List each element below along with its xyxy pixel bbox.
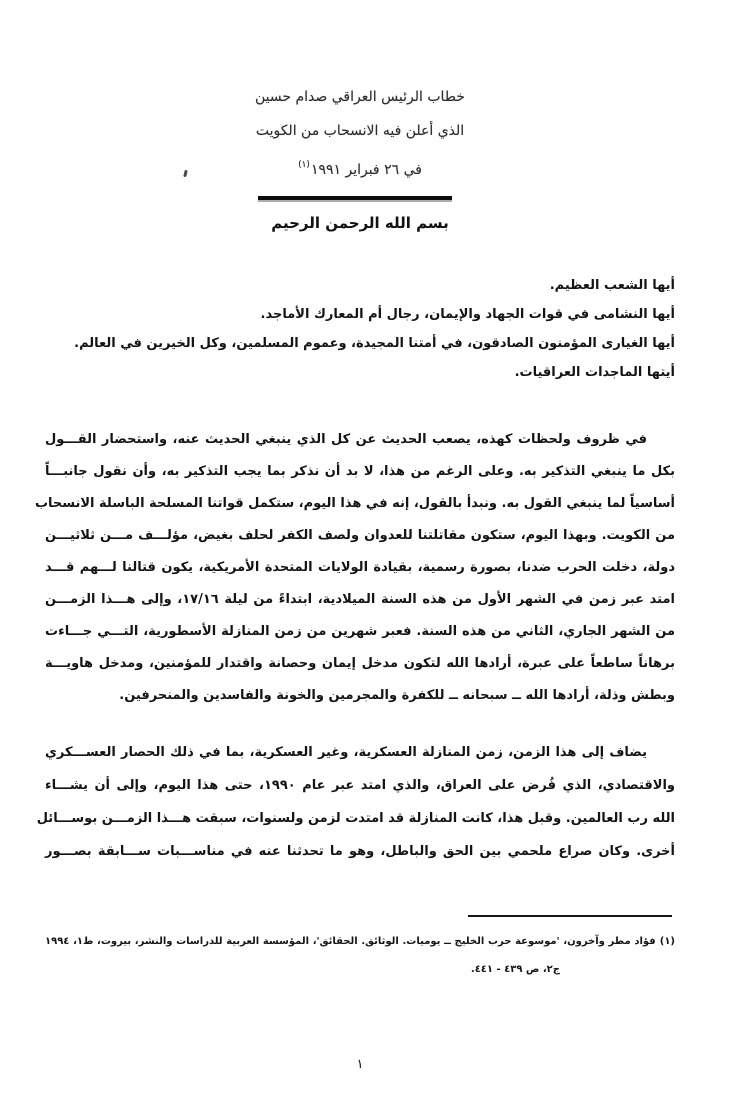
footnote [45,928,675,984]
footnote-citation: فؤاد مطر وآخرون، 'موسوعة حرب الخليج ــ يوميات. الوثائق. الحقائق'، المؤسسة العربية للدراسات والنشر، بيروت، ط١، ١٩٩٤ [45,936,656,947]
title-separator-rule [258,196,452,200]
page-number: ١ [356,1057,364,1072]
paragraph-line: من الكويت. وبهذا اليوم، ستكون مقاتلتنا للعدوان ولصف الكفر لحلف بغيض، مؤلـــف مـــن ثلاثيـــن [45,528,675,543]
salutation-block [45,271,675,387]
footnote-ref-mark: (١) [298,160,310,170]
paragraph-line: امتد عبر زمن في الشهر الأول من هذه السنة الميلادية، ابتداءً من ليلة ١٧/١٦، وإلى هـــذا الزمـــن [45,592,675,607]
paragraph-line: من الشهر الجاري، الثاني من هذه السنة. فعبر شهرين من زمن المنازلة الأسطورية، التـــي جـــاءت [45,624,675,639]
salutation-line: أيها الشعب العظيم. [549,278,675,293]
document-title [45,80,675,187]
title-date-text: في ٢٦ فبراير ١٩٩١ [310,162,422,178]
title-line-1: خطاب الرئيس العراقي صدام حسين [255,89,465,105]
salutation-line: أيها الغيارى المؤمنون الصادقون، في أمتنا المجيدة، وعموم المسلمين، وكل الخيرين في العالم. [74,336,675,351]
basmala: بسم الله الرحمن الرحيم [271,214,449,232]
paragraph-line: يضاف إلى هذا الزمن، زمن المنازلة العسكرية، وغير العسكرية، بما في ذلك الحصار العســـكري [45,745,647,760]
paragraph-line: بكل ما ينبغي التذكير به. وعلى الرغم من هذا، لا بد أن نذكر بما يجب التذكير به، وأن نقول جانبـــاً [45,464,675,479]
paragraph-line: دولة، دخلت الحرب ضدنا، بصورة رسمية، بقيادة الولايات المتحدة الأمريكية، يكون قتالنا لـــهم قـــد [45,560,675,575]
salutation-line: أيها النشامى في قوات الجهاد والإيمان، رجال أم المعارك الأماجد. [260,307,675,322]
paragraph-line: والاقتصادي، الذي فُرض على العراق، والذي امتد عبر عام ١٩٩٠، حتى هذا اليوم، وإلى أن يشـــاء [45,778,675,793]
paragraph-2 [36,736,675,868]
paragraph-line: في ظروف ولحظات كهذه، يصعب الحديث عن كل الذي ينبغي الحديث عنه، واستحضار القـــول [45,432,647,447]
paragraph-line: أخرى. وكان صراع ملحمي بين الحق والباطل، وهو ما تحدثنا عنه في مناســـبات ســـابقة بصـــور [45,844,675,859]
paragraph-line: الله رب العالمين. وقبل هذا، كانت المنازلة قد امتدت لزمن ولسنوات، سبقت هـــذا الزمـــن بوســـائل [36,811,675,826]
salutation-line: أيتها الماجدات العراقيات. [514,365,675,380]
footnote-line-1 [45,928,675,956]
paragraph-line: برهاناً ساطعاً على عبرة، أرادها الله لتكون مدخل إيمان وحصانة واقتدار للمؤمنين، ومدخل هاويـــة [45,656,675,671]
paragraph-1 [34,424,675,712]
paragraph-line: أساسياً لما ينبغي القول به. ونبدأ بالقول، إنه في هذا اليوم، ستكمل قواتنا المسلحة الباسلة الانسحاب [34,496,675,511]
paragraph-line: وبطش وذلة، أرادها الله ــ سبحانه ــ للكفرة والمجرمين والخونة والفاسدين والمنحرفين. [119,688,675,703]
footnote-line-2: ج٢، ص ٤٣٩ - ٤٤١. [470,964,560,975]
footnote-separator-rule [468,915,672,917]
title-date-line [45,148,675,187]
title-line-2: الذي أعلن فيه الانسحاب من الكويت [255,123,465,139]
footnote-marker: (١) [659,936,675,947]
